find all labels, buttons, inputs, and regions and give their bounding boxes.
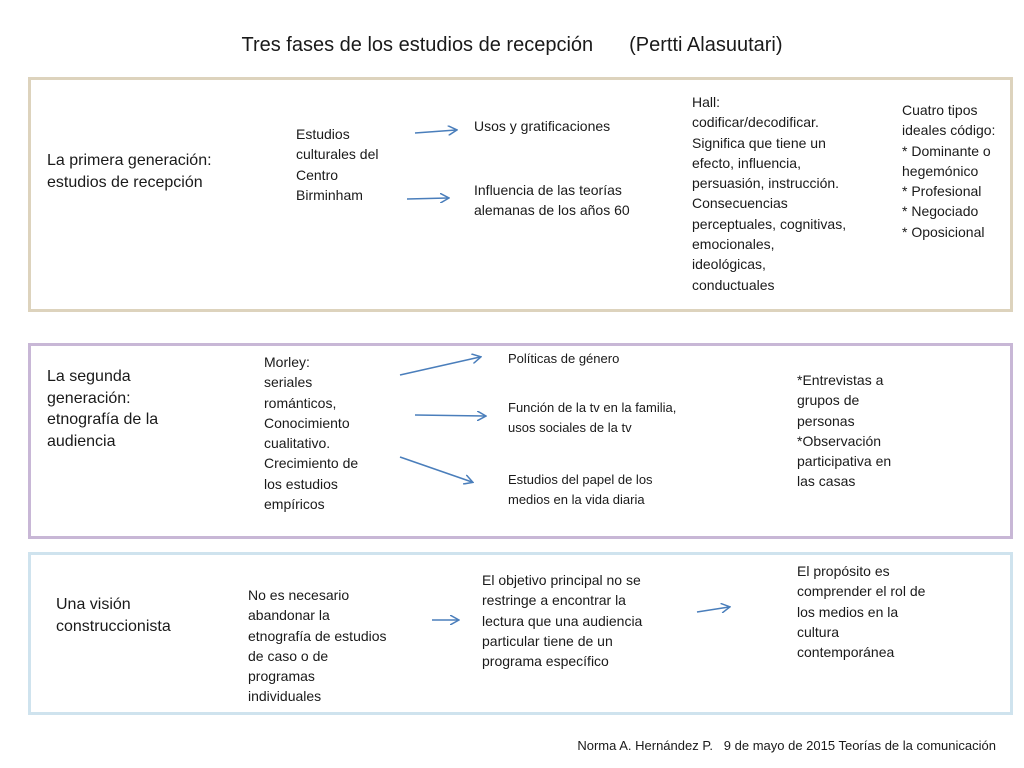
first-generation-label: La primera generación: estudios de recepción [47,152,212,191]
purpose-box: El propósito es comprender el rol de los medios en la cultura contemporánea [797,563,926,661]
tv-family-box: Función de la tv en la familia, usos sociales de la tv [508,400,677,435]
objective-box: El objetivo principal no se restringe a encontrar la lectura que una audiencia particular tiene de un programa específico [482,572,643,670]
arrow-morley-to-tv-family [415,415,485,416]
arrow-morley-to-gender [400,357,480,375]
birmingham-studies-box: Estudios culturales del Centro Birminham [296,126,379,203]
media-daily-life-box: Estudios del papel de los medios en la vida diaria [508,472,653,507]
arrow-birmingham-to-german [407,198,448,199]
morley-box: Morley: seriales románticos, Conocimiento cualitativo. Crecimiento de los estudios empíricos [264,354,359,513]
constructionist-label: Una visión construccionista [56,596,171,635]
four-code-types-box: Cuatro tipos ideales código: * Dominante o hegemónico * Profesional * Negociado * Oposicional [902,102,996,240]
footer-credit: Norma A. Hernández P. 9 de mayo de 2015 Teorías de la comunicación [577,738,996,753]
title-main: Tres fases de los estudios de recepción [241,34,594,56]
uses-gratifications-box: Usos y gratificaciones [474,118,611,134]
arrow-morley-to-daily-life [400,457,472,482]
second-generation-label: La segunda generación: etnografía de la audiencia [47,368,159,450]
arrow-objective-to-purpose [697,607,729,612]
methods-box: *Entrevistas a grupos de personas *Observación participativa en las casas [797,372,892,490]
hall-encoding-box: Hall: codificar/decodificar. Significa que tiene un efecto, influencia, persuasión, instrucción. Consecuencias perceptuales, cognitivas, emocionales, ideológicas, conductuales [692,94,847,293]
arrow-birmingham-to-uses [415,130,456,133]
ethnography-box: No es necesario abandonar la etnografía de estudios de caso o de programas individuales [248,587,387,705]
gender-politics-box: Políticas de género [508,351,620,366]
german-theories-box: Influencia de las teorías alemanas de los años 60 [474,182,630,219]
title-author: (Pertti Alasuutari) [629,34,783,56]
